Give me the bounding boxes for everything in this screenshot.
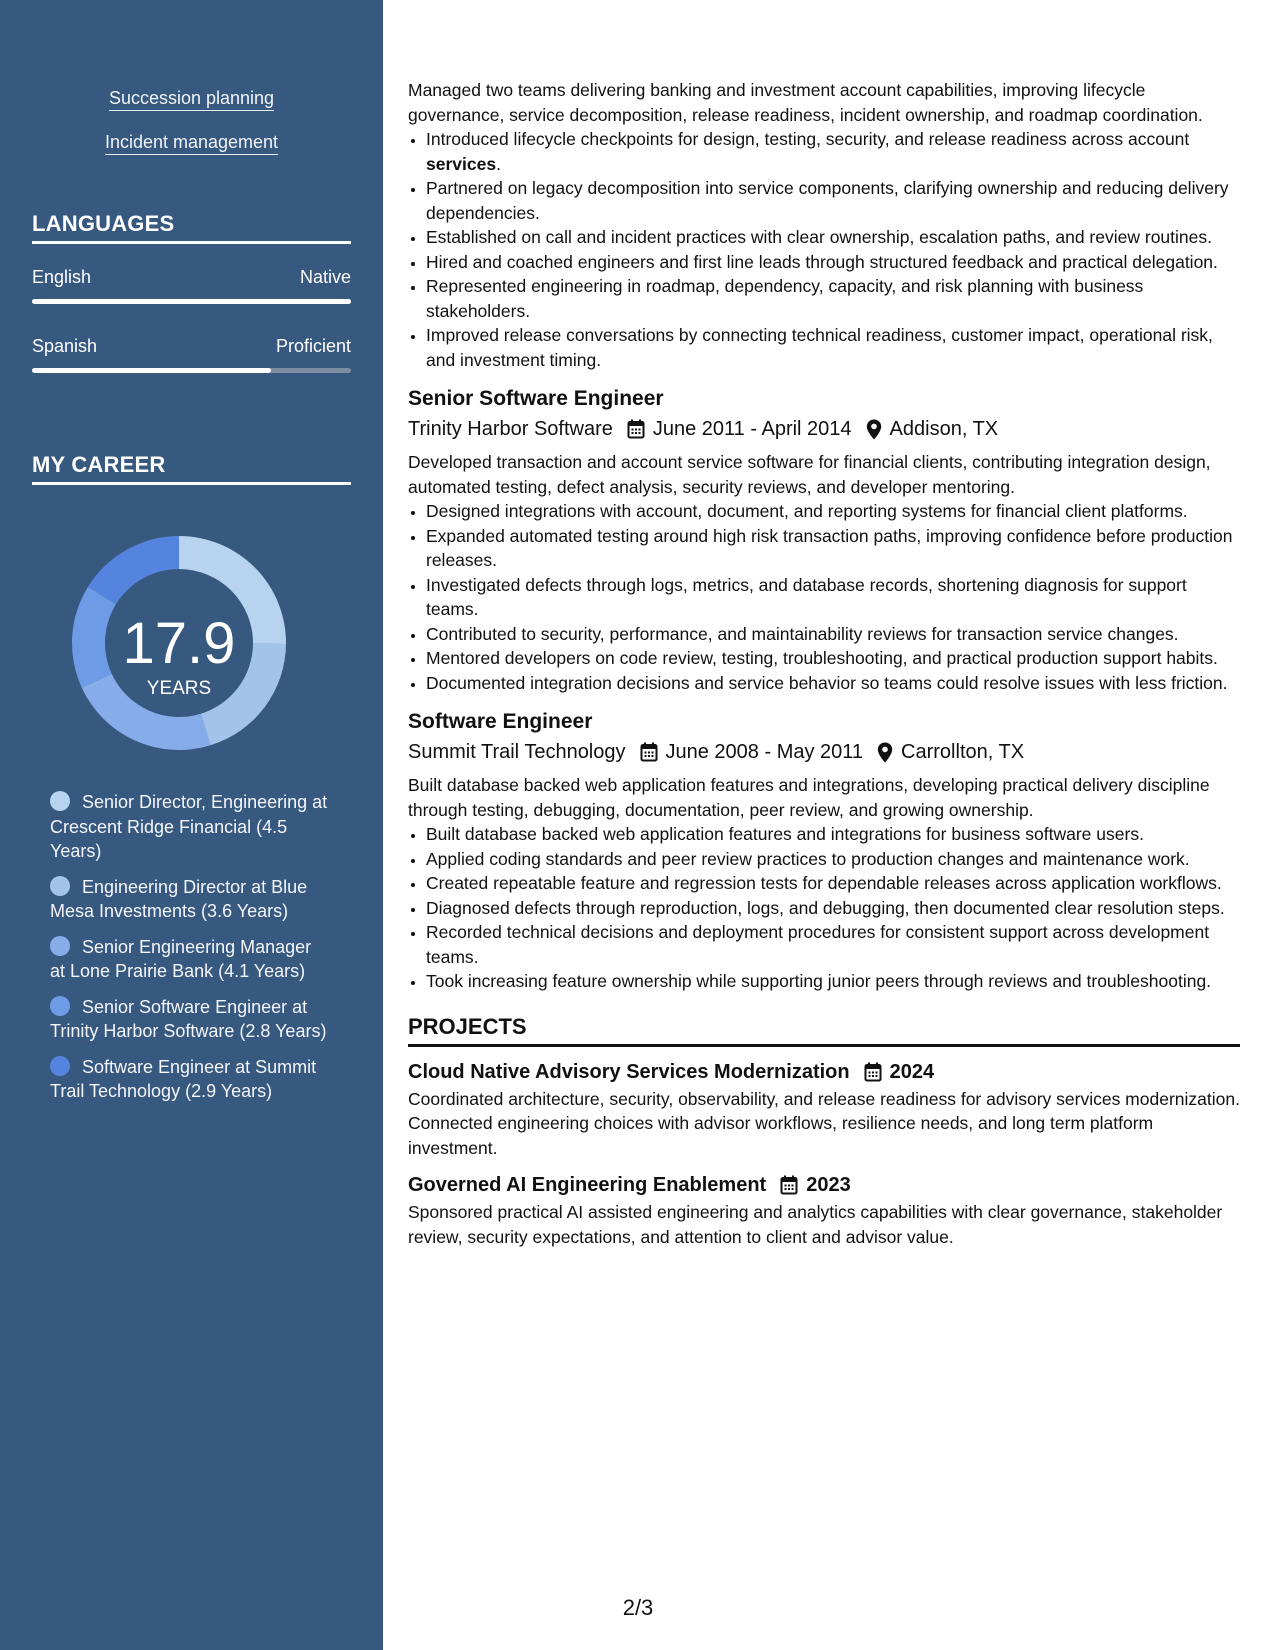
project-description: Sponsored practical AI assisted engineering and analytics capabilities with clear governance, stakeholder review, security expectations, and attention to client and advisor value.: [408, 1202, 1223, 1247]
languages-heading: LANGUAGES: [32, 211, 351, 244]
legend-dot: [50, 876, 70, 896]
job-summary: Built database backed web application features and integrations, developing practical delivery discipline through testing, debugging, documentation, peer review, and growing ownership.: [408, 775, 1210, 820]
bullet-item: • Diagnosed defects through reproduction, logs, and debugging, then documented clear resolution steps.: [426, 896, 1240, 921]
donut-segment: [88, 536, 179, 604]
bullet-item: • Applied coding standards and peer review practices to production changes and maintenance work.: [426, 847, 1240, 872]
project-year: 2024: [889, 1060, 935, 1083]
legend-dot: [50, 936, 70, 956]
career-total-years: 17.9: [122, 611, 236, 676]
bullet-item: • Mentored developers on code review, testing, troubleshooting, and practical production support habits.: [426, 646, 1240, 671]
bullet-item: • Represented engineering in roadmap, dependency, capacity, and risk planning with business stakeholders.: [426, 274, 1240, 323]
page-number: 2/3: [622, 1595, 654, 1620]
bullet-item: • Took increasing feature ownership while supporting junior peers through reviews and troubleshooting.: [426, 969, 1240, 994]
language-level: Proficient: [275, 336, 351, 356]
language-name: English: [32, 267, 92, 287]
job-bullets: [408, 822, 1240, 994]
bullet-item: • Designed integrations with account, document, and reporting systems for financial client platforms.: [426, 499, 1240, 524]
legend-dot: [50, 791, 70, 811]
language-name: Spanish: [32, 336, 98, 356]
project-title-row: [408, 1057, 1240, 1087]
project-title-row: [408, 1170, 1240, 1200]
role-summary: Managed two teams delivering banking and investment account capabilities, improving lifecycle governance, service decomposition, release readiness, incident ownership, and roadmap coordination.: [408, 80, 1203, 125]
job-title: Software Engineer: [408, 710, 593, 733]
legend-dot: [50, 1056, 70, 1076]
bullet-item: • Built database backed web application features and integrations for business software users.: [426, 822, 1240, 847]
bullet-item: • Hired and coached engineers and first line leads through structured feedback and practical delegation.: [426, 250, 1240, 275]
job-summary: Developed transaction and account service software for financial clients, contributing integration design, automated testing, defect analysis, security reviews, and developer mentoring.: [408, 452, 1211, 497]
calendar-icon: [864, 1062, 882, 1082]
career-legend-item: Engineering Director at Blue Mesa Investments (3.6 Years): [50, 876, 308, 921]
project-title: Cloud Native Advisory Services Modernization: [408, 1060, 850, 1083]
bullet-item: • Created repeatable feature and regression tests for dependable releases across application workflows.: [426, 871, 1240, 896]
job-dates: June 2011 - April 2014: [652, 418, 852, 440]
job-location: Carrollton, TX: [901, 741, 1025, 763]
language-bar-spanish: [32, 368, 351, 373]
skill-item-succession-planning: Succession planning: [0, 88, 383, 109]
bullet-item: • Recorded technical decisions and deployment procedures for consistent support across development teams.: [426, 920, 1240, 969]
job-bullets: [408, 499, 1240, 695]
job-location: Addison, TX: [889, 418, 999, 440]
project-description: Coordinated architecture, security, observability, and release readiness for advisory services modernization. Connected engineering choices with advisor workflows, resilience needs, and long term platform investment.: [408, 1088, 1240, 1158]
language-level: Native: [299, 267, 351, 287]
language-row-spanish: [32, 336, 351, 357]
projects-heading: PROJECTS: [408, 1012, 1240, 1047]
main-content: [408, 78, 1240, 1249]
career-donut-chart: [66, 530, 292, 756]
job-meta: [408, 414, 1240, 444]
job-company: Summit Trail Technology: [408, 741, 626, 763]
career-legend-item: Senior Software Engineer at Trinity Harbor Software (2.8 Years): [50, 996, 327, 1041]
skill-item-incident-management: Incident management: [0, 132, 383, 153]
language-bar-english: [32, 299, 351, 304]
job-meta: [408, 737, 1240, 767]
career-legend-item: Senior Director, Engineering at Crescent Ridge Financial (4.5 Years): [50, 792, 328, 861]
calendar-icon: [780, 1175, 798, 1195]
language-bar-fill: [32, 299, 351, 304]
bullet-item: • Established on call and incident practices with clear ownership, escalation paths, and review routines.: [426, 225, 1240, 250]
bullet-item: • Expanded automated testing around high risk transaction paths, improving confidence before production releases.: [426, 524, 1240, 573]
career-legend-item: Senior Engineering Manager at Lone Prairie Bank (4.1 Years): [50, 936, 312, 981]
job-company: Trinity Harbor Software: [408, 418, 613, 440]
career-years-unit: YEARS: [146, 678, 212, 699]
bullet-item: • Contributed to security, performance, and maintainability reviews for transaction service changes.: [426, 622, 1240, 647]
sidebar: [0, 0, 383, 1650]
calendar-icon: [640, 742, 658, 762]
legend-dot: [50, 996, 70, 1016]
role-bullets: [408, 127, 1240, 372]
bullet-item: • Investigated defects through logs, metrics, and database records, shortening diagnosis for support teams.: [426, 573, 1240, 622]
calendar-icon: [627, 419, 645, 439]
project-title: Governed AI Engineering Enablement: [408, 1174, 767, 1196]
job-title: Senior Software Engineer: [408, 387, 664, 410]
bullet-item: • Improved release conversations by connecting technical readiness, customer impact, operational risk, and investment timing.: [426, 323, 1240, 372]
bullet-item: • Partnered on legacy decomposition into service components, clarifying ownership and reducing delivery dependencies.: [426, 176, 1240, 225]
language-bar-fill: [32, 368, 271, 373]
bullet-item: • Documented integration decisions and service behavior so teams could resolve issues with less friction.: [426, 671, 1240, 696]
language-row-english: [32, 267, 351, 288]
job-dates: June 2008 - May 2011: [665, 741, 864, 763]
career-heading: MY CAREER: [32, 452, 351, 485]
bullet-item: • Introduced lifecycle checkpoints for design, testing, security, and release readiness across account services.: [426, 127, 1240, 176]
career-legend-item: Software Engineer at Summit Trail Technology (2.9 Years): [50, 1056, 317, 1101]
career-legend: [50, 790, 330, 1115]
project-year: 2023: [806, 1174, 851, 1196]
location-pin-icon: [866, 419, 882, 440]
location-pin-icon: [877, 742, 893, 763]
donut-segment: [72, 587, 116, 688]
